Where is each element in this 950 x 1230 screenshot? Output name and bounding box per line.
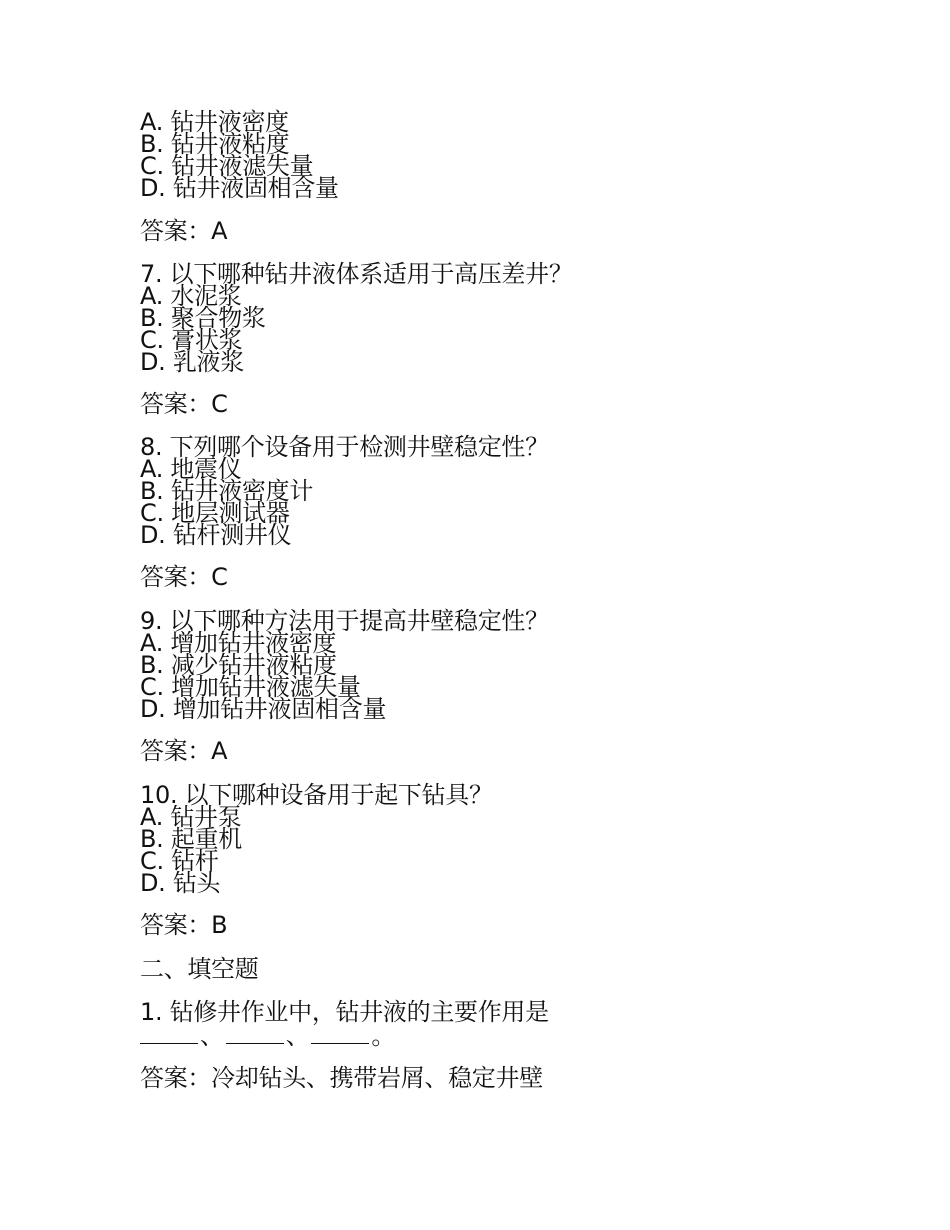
blank-end: 。 xyxy=(371,1022,396,1050)
q9-option-d: D. 增加钻井液固相含量 xyxy=(140,695,387,723)
q10-option-c: C. 钻杆 xyxy=(140,847,219,875)
blank-separator: 、 xyxy=(285,1022,310,1050)
q7-option-d: D. 乳液浆 xyxy=(140,348,244,376)
q8-option-d: D. 钻杆测井仪 xyxy=(140,521,292,549)
q9-option-b: B. 减少钻井液粘度 xyxy=(140,651,337,679)
section-title: 二、填空题 xyxy=(140,955,259,983)
q7-option-b: B. 聚合物浆 xyxy=(140,304,266,332)
q6-option-b: B. 钻井液粘度 xyxy=(140,130,290,158)
q7-answer: 答案：C xyxy=(140,390,228,418)
q7-question: 7. 以下哪种钻井液体系适用于高压差井？ xyxy=(140,260,573,288)
q9-question: 9. 以下哪种方法用于提高井壁稳定性？ xyxy=(140,607,549,635)
fill1-question: 1. 钻修井作业中，钻井液的主要作用是 xyxy=(140,998,549,1026)
q6-option-d: D. 钻井液固相含量 xyxy=(140,174,339,202)
q6-option-a: A. 钻井液密度 xyxy=(140,108,289,136)
blank-line xyxy=(311,1027,369,1044)
fill1-blanks xyxy=(140,1022,396,1050)
q6-option-c: C. 钻井液滤失量 xyxy=(140,152,314,180)
q9-option-a: A. 增加钻井液密度 xyxy=(140,629,337,657)
fill1-answer: 答案：冷却钻头、携带岩屑、稳定井壁 xyxy=(140,1064,543,1092)
q10-option-d: D. 钻头 xyxy=(140,869,221,897)
q10-question: 10. 以下哪种设备用于起下钻具？ xyxy=(140,781,493,809)
blank-separator: 、 xyxy=(200,1022,224,1050)
q9-answer: 答案：A xyxy=(140,737,228,765)
q10-option-b: B. 起重机 xyxy=(140,825,242,853)
q9-option-c: C. 增加钻井液滤失量 xyxy=(140,673,361,701)
q6-answer: 答案：A xyxy=(140,217,228,245)
q8-question: 8. 下列哪个设备用于检测井壁稳定性？ xyxy=(140,433,549,461)
q8-option-c: C. 地层测试器 xyxy=(140,499,290,527)
q8-answer: 答案：C xyxy=(140,563,228,591)
blank-line xyxy=(226,1027,284,1044)
q8-option-a: A. 地震仪 xyxy=(140,455,242,483)
q8-option-b: B. 钻井液密度计 xyxy=(140,477,314,505)
blank-line xyxy=(140,1027,198,1044)
q7-option-c: C. 膏状浆 xyxy=(140,326,243,354)
q10-option-a: A. 钻井泵 xyxy=(140,803,242,831)
q10-answer: 答案：B xyxy=(140,911,228,939)
q7-option-a: A. 水泥浆 xyxy=(140,282,242,310)
